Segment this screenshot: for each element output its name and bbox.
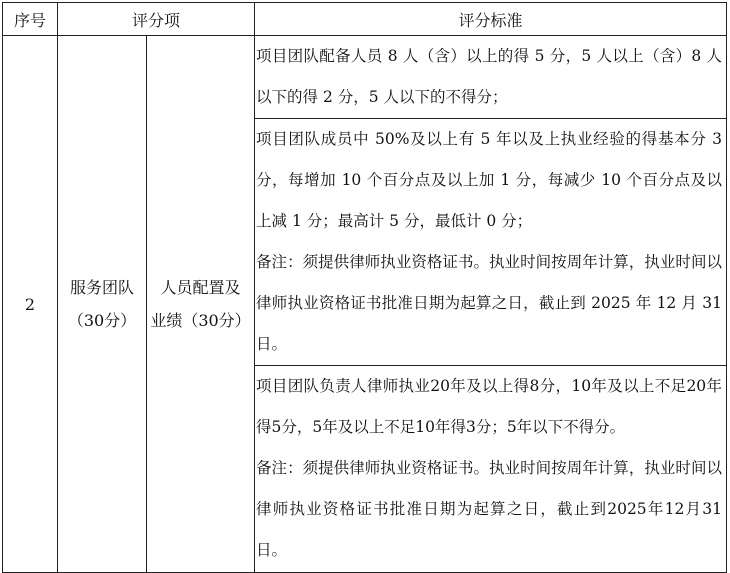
subitem-line-1: 人员配置及 — [160, 278, 241, 297]
criteria-cell-1 — [255, 36, 727, 119]
serial-number: 2 — [24, 294, 36, 314]
criteria-text-2: 项目团队成员中 50%及以上有 5 年以及上执业经验的得基本分 3 分，每增加 10 个百分点及以上加 1 分，每减少 10 个百分点及以上减 1 分；最高计 5 分，最低计 0 分； — [256, 130, 723, 230]
criteria-text-1: 项目团队配备人员 8 人（含）以上的得 5 分，5 人以上（含）8 人以下的得 2 分，5 人以下的不得分； — [256, 47, 723, 106]
cell-serial-number — [3, 36, 58, 573]
category-line-2: （30分） — [67, 311, 137, 330]
header-serial-number: 序号 — [3, 3, 58, 36]
header-scoring-standard: 评分标准 — [255, 3, 727, 36]
scoring-table — [2, 2, 727, 573]
criteria-note-2: 备注：须提供律师执业资格证书。执业时间按周年计算，执业时间以律师执业资格证书批准日期为起算之日，截止到 2025 年 12 月 31 日。 — [256, 253, 723, 353]
table-header-row — [3, 3, 727, 36]
subitem-line-2: 业绩（30分） — [150, 311, 251, 330]
cell-subitem — [147, 36, 255, 573]
category-line-1: 服务团队 — [69, 278, 134, 297]
criteria-text-3: 项目团队负责人律师执业20年及以上得8分，10年及以上不足20年得5分，5年及以上不足10年得3分；5年以下不得分。 — [256, 377, 723, 436]
criteria-cell-3 — [255, 366, 727, 573]
header-scoring-item: 评分项 — [58, 3, 255, 36]
criteria-note-3: 备注：须提供律师执业资格证书。执业时间按周年计算，执业时间以律师执业资格证书批准日期为起算之日，截止到2025年12月31日。 — [256, 459, 723, 559]
criteria-cell-2 — [255, 119, 727, 366]
table-row — [3, 36, 727, 119]
cell-category — [58, 36, 147, 573]
